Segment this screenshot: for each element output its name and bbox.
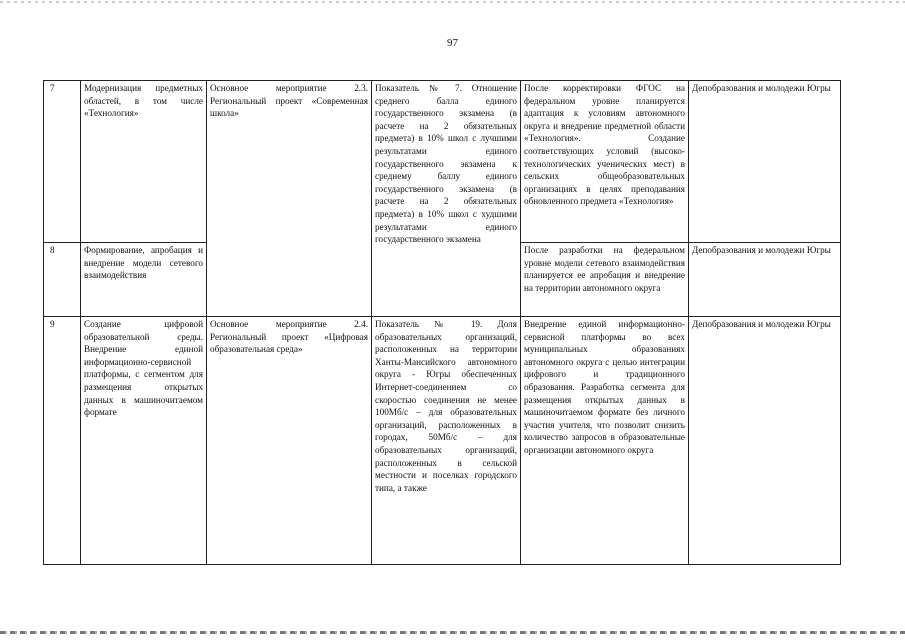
page-number: 97 — [447, 37, 458, 49]
activity-cell: Основное мероприятие 2.4. Региональный проект «Цифровая образовательная среда» — [207, 317, 372, 565]
row-number: 9 — [44, 317, 81, 565]
indicator-cell: Показатель № 19. Доля образовательных организаций, расположенных на территории Ханты-Мансийского автономного округа - Югры обеспеченных Интернет-соединением со скоростью соединения не менее 100Мб/с – для образовательных организаций, расположенных в городах, 50Мб/с – для образовательных организаций, расположенных в сельской местности и поселках городского типа, а также — [372, 317, 521, 565]
activity-cell: Основное мероприятие 2.3. Региональный проект «Современная школа» — [207, 81, 372, 317]
scan-edge-bottom — [0, 631, 905, 634]
executor-cell: Депобразования и молодежи Югры — [689, 317, 841, 565]
table-row — [44, 317, 841, 565]
measure-cell: Формирование, апробация и внедрение модели сетевого взаимодействия — [81, 243, 207, 317]
executor-cell: Депобразования и молодежи Югры — [689, 243, 841, 317]
description-cell: После разработки на федеральном уровне модели сетевого взаимодействия планируется ее апробация и внедрение на территории автономного округа — [521, 243, 689, 317]
description-cell: Внедрение единой информационно-сервисной платформы во всех муниципальных образованиях автономного округа с целью интеграции цифрового и традиционного образования. Разработка сегмента для размещения открытых данных в машиночитаемом формате без личного участия учителя, что позволит снизить количество запросов в образовательные организации автономного округа — [521, 317, 689, 565]
description-cell: После корректировки ФГОС на федеральном уровне планируется адаптация к условиям автономного округа и внедрение предметной области «Технология». Создание соответствующих условий (высоко-технологических ученических мест) в сельских общеобразовательных организациях в целях преподавания обновленного предмета «Технология» — [521, 81, 689, 243]
measure-cell: Модернизация предметных областей, в том числе «Технология» — [81, 81, 207, 243]
indicator-cell: Показатель № 7. Отношение среднего балла единого государственного экзамена (в расчете на 2 обязательных предмета) в 10% школ с лучшими результатами единого государственного экзамена к среднему баллу единого государственного экзамена (в расчете на 2 обязательных предмета) в 10% школ с худшими результатами единого государственного экзамена — [372, 81, 521, 317]
row-number: 8 — [44, 243, 81, 317]
measure-cell: Создание цифровой образовательной среды. Внедрение единой информационно-сервисной платформы, с сегментом для размещения открытых данных в машиночитаемом формате — [81, 317, 207, 565]
measures-table — [43, 80, 841, 565]
executor-cell: Депобразования и молодежи Югры — [689, 81, 841, 243]
table-row — [44, 81, 841, 243]
scan-edge-top — [0, 1, 905, 3]
row-number: 7 — [44, 81, 81, 243]
